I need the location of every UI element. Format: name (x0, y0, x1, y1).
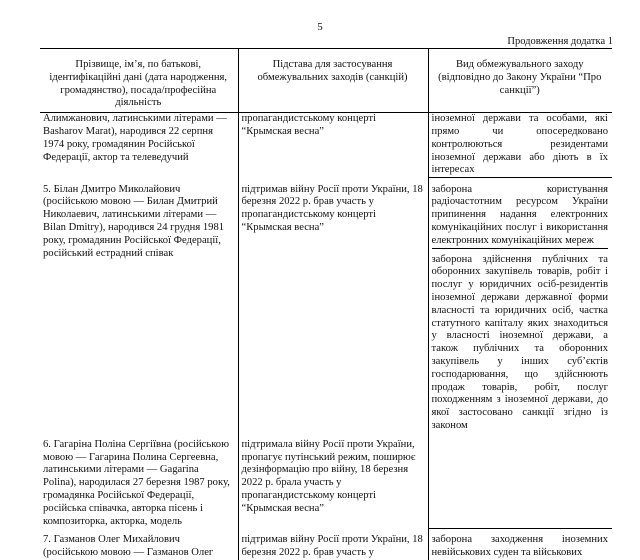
table-row (40, 534, 612, 560)
measure-cell: іноземної держави та особами, які прямо чи опосередковано контролюються резидентами іноземної держави або діють в їх інтересах (428, 113, 612, 178)
sanctions-table (40, 48, 612, 560)
table-row (40, 439, 612, 529)
basis-cell: підтримала війну Росії проти України, пропагує путінський режим, поширює дезінформацію про війну, 18 березня 2022 р. брала участь у пропагандистському концерті “Крымская весна” (238, 439, 428, 529)
page-number: 5 (317, 21, 323, 33)
measure-cell: заборона заходження іноземних невійськових суден та військових (428, 534, 612, 560)
person-cell: 5. Білан Дмитро Миколайович (російською мовою — Билан Дмитрий Николаевич, латинськими літерами — Bilan Dmitry), народився 24 грудня 1981 року, громадянин Російської Федерації, російський естрадний співак (43, 183, 225, 259)
person-cell: 7. Газманов Олег Михайлович (російською мовою — Газманов Олег (43, 534, 214, 559)
person-cell: 6. Гагаріна Поліна Сергіївна (російською мовою — Гагарина Полина Сергеевна, латинськими літерами — Gagarina Polina), народилася 27 березня 1987 року, громадянка Російської Федерації, російська співачка, авторка пісень і композиторка, акторка, модель (43, 438, 230, 527)
measure-cell (428, 439, 612, 529)
table-header-row (40, 49, 612, 113)
header-basis: Підстава для застосування обмежувальних заходів (санкцій) (238, 49, 428, 113)
continuation-label: Продовження додатка 1 (507, 36, 613, 47)
table-row (40, 113, 612, 178)
basis-cell: підтримав війну Росії проти України, 18 березня 2022 р. брав участь у (238, 534, 428, 560)
measure-cell (428, 184, 612, 433)
measure-item: заборона здійснення публічних та оборонних закупівель товарів, робіт і послуг у юридичних осіб-резидентів іноземної держави державної форми власності та юридичних осіб, частка статутного капіталу яких знаходиться у власності іноземної держави, а також публічних та оборонних закупівель у інших суб’єктів господарювання, що здійснюють продаж товарів, робіт, послуг походженням з іноземної держави, до якої застосовано санкції згідно із законом (431, 253, 608, 432)
basis-cell: пропагандистському концерті “Крымская весна” (238, 113, 428, 178)
table-row (40, 184, 612, 433)
header-measure: Вид обмежувального заходу (відповідно до Закону України “Про санкції”) (428, 49, 612, 113)
header-person: Прізвище, ім’я, по батькові, ідентифікаційні дані (дата народження, громадянство), посада/професійна діяльність (40, 49, 238, 113)
person-cell: Алимжанович, латинськими літерами — Basharov Marat), народився 22 серпня 1974 року, громадянин Російської Федерації, актор та телеведучий (43, 113, 227, 163)
basis-cell: підтримав війну Росії проти України, 18 березня 2022 р. брав участь у пропагандистському концерті “Крымская весна” (238, 184, 428, 433)
measure-item: заборона користування радіочастотним ресурсом України припинення надання електронних комунікаційних послуг і використання електронних комунікаційних мереж (432, 184, 609, 249)
